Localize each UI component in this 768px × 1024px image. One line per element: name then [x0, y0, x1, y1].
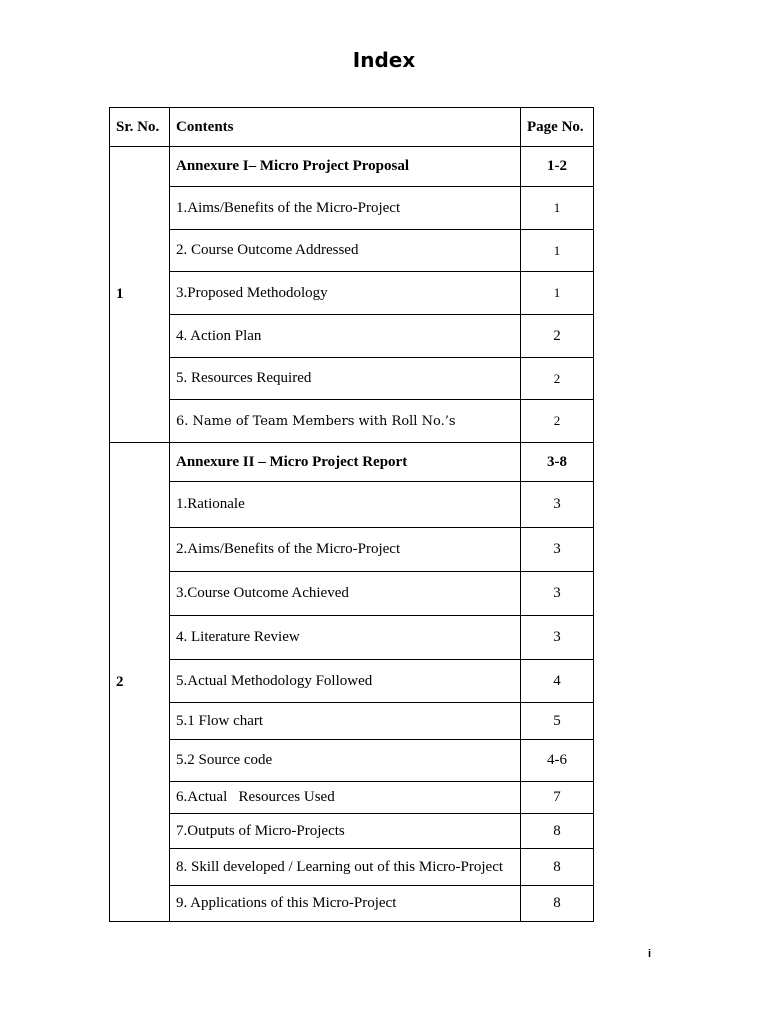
row-content: 5. Resources Required: [170, 358, 521, 400]
table-row: [110, 886, 594, 922]
row-content: 6. Name of Team Members with Roll No.’s: [170, 400, 521, 443]
table-row: [110, 703, 594, 740]
row-content: Annexure II – Micro Project Report: [170, 443, 521, 482]
row-content: 4. Literature Review: [170, 616, 521, 660]
section-sr-no: 2: [110, 443, 170, 922]
row-page: 3: [521, 482, 594, 528]
row-page: 4-6: [521, 740, 594, 782]
table-row: [110, 814, 594, 849]
row-content: 3.Proposed Methodology: [170, 272, 521, 315]
row-page: 8: [521, 886, 594, 922]
table-row: [110, 616, 594, 660]
table-row: [110, 782, 594, 814]
table-row: [110, 315, 594, 358]
row-content: 1.Aims/Benefits of the Micro-Project: [170, 187, 521, 230]
row-content: 2.Aims/Benefits of the Micro-Project: [170, 528, 521, 572]
section-sr-no: 1: [110, 147, 170, 443]
row-page: 3: [521, 528, 594, 572]
row-page: 3: [521, 616, 594, 660]
header-contents: Contents: [170, 108, 521, 147]
row-content: 9. Applications of this Micro-Project: [170, 886, 521, 922]
row-page: 2: [521, 400, 594, 443]
header-page-no: Page No.: [521, 108, 594, 147]
row-page: 8: [521, 849, 594, 886]
row-content: 8. Skill developed / Learning out of this Micro-Project: [170, 849, 521, 886]
row-content: 3.Course Outcome Achieved: [170, 572, 521, 616]
table-row: [110, 660, 594, 703]
row-page: 1-2: [521, 147, 594, 187]
row-content: Annexure I– Micro Project Proposal: [170, 147, 521, 187]
row-page: 3: [521, 572, 594, 616]
row-content: 6.Actual Resources Used: [170, 782, 521, 814]
row-page: 4: [521, 660, 594, 703]
index-table: [109, 107, 594, 922]
row-page: 1: [521, 230, 594, 272]
row-content: 4. Action Plan: [170, 315, 521, 358]
row-content: 5.Actual Methodology Followed: [170, 660, 521, 703]
row-page: 2: [521, 315, 594, 358]
row-content: 5.2 Source code: [170, 740, 521, 782]
row-page: 3-8: [521, 443, 594, 482]
table-header-row: [110, 108, 594, 147]
row-content: 5.1 Flow chart: [170, 703, 521, 740]
row-page: 5: [521, 703, 594, 740]
footer-page-number: i: [648, 948, 652, 960]
row-page: 1: [521, 272, 594, 315]
table-row: [110, 572, 594, 616]
row-page: 2: [521, 358, 594, 400]
table-row: [110, 230, 594, 272]
table-row: [110, 443, 594, 482]
header-sr-no: Sr. No.: [110, 108, 170, 147]
table-row: [110, 358, 594, 400]
row-page: 7: [521, 782, 594, 814]
row-content: 2. Course Outcome Addressed: [170, 230, 521, 272]
table-row: [110, 482, 594, 528]
table-row: [110, 272, 594, 315]
row-page: 8: [521, 814, 594, 849]
table-row: [110, 187, 594, 230]
table-row: [110, 849, 594, 886]
row-content: 1.Rationale: [170, 482, 521, 528]
table-row: [110, 400, 594, 443]
row-page: 1: [521, 187, 594, 230]
table-row: [110, 147, 594, 187]
table-row: [110, 528, 594, 572]
table-row: [110, 740, 594, 782]
page-title: Index: [352, 48, 416, 72]
row-content: 7.Outputs of Micro-Projects: [170, 814, 521, 849]
